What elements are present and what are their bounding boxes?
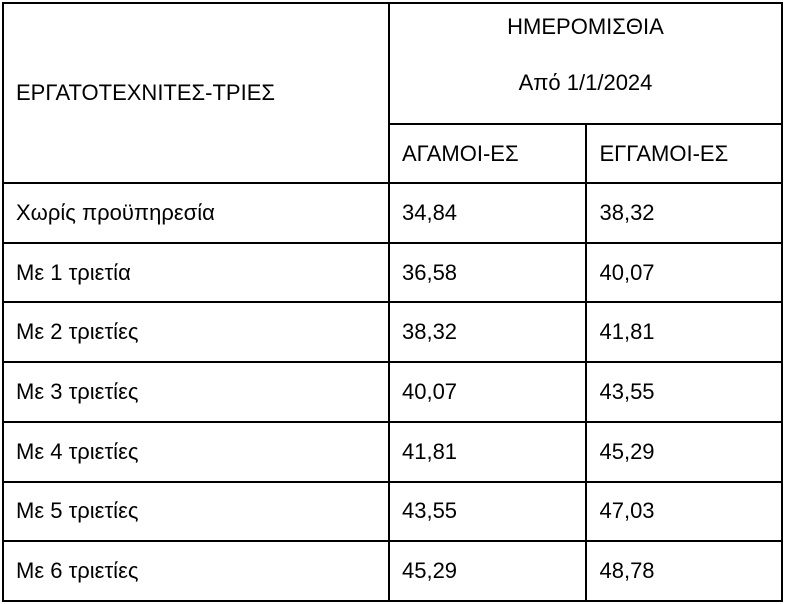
value-unmarried: 40,07 [389, 362, 587, 422]
value-married: 38,32 [586, 183, 782, 243]
value-married: 41,81 [586, 302, 782, 362]
table-row [3, 243, 782, 303]
group-subtitle: Από 1/1/2024 [518, 70, 653, 95]
value-unmarried: 36,58 [389, 243, 587, 303]
wage-table [2, 2, 783, 602]
row-header-label: ΕΡΓΑΤΟΤΕΧΝΙΤΕΣ-ΤΡΙΕΣ [16, 80, 275, 106]
table-row [3, 482, 782, 542]
row-label: Χωρίς προϋπηρεσία [3, 183, 389, 243]
table-row [3, 422, 782, 482]
value-unmarried: 41,81 [389, 422, 587, 482]
value-married: 47,03 [586, 482, 782, 542]
table-row [3, 541, 782, 601]
table-row [3, 302, 782, 362]
column-header-unmarried: ΑΓΑΜΟΙ-ΕΣ [389, 124, 587, 183]
value-married: 40,07 [586, 243, 782, 303]
value-married: 43,55 [586, 362, 782, 422]
table-row [3, 362, 782, 422]
row-label: Με 1 τριετία [3, 243, 389, 303]
table-header-row [3, 3, 782, 124]
row-label: Με 4 τριετίες [3, 422, 389, 482]
row-label: Με 6 τριετίες [3, 541, 389, 601]
row-label: Με 2 τριετίες [3, 302, 389, 362]
value-unmarried: 34,84 [389, 183, 587, 243]
column-header-married: ΕΓΓΑΜΟΙ-ΕΣ [586, 124, 782, 183]
row-label: Με 5 τριετίες [3, 482, 389, 542]
value-unmarried: 45,29 [389, 541, 587, 601]
value-unmarried: 38,32 [389, 302, 587, 362]
row-header-cell [3, 3, 389, 183]
value-unmarried: 43,55 [389, 482, 587, 542]
row-label: Με 3 τριετίες [3, 362, 389, 422]
group-title: ΗΜΕΡΟΜΙΣΘΙΑ [507, 14, 664, 39]
value-married: 48,78 [586, 541, 782, 601]
group-header-cell [389, 3, 782, 124]
table-row [3, 183, 782, 243]
value-married: 45,29 [586, 422, 782, 482]
